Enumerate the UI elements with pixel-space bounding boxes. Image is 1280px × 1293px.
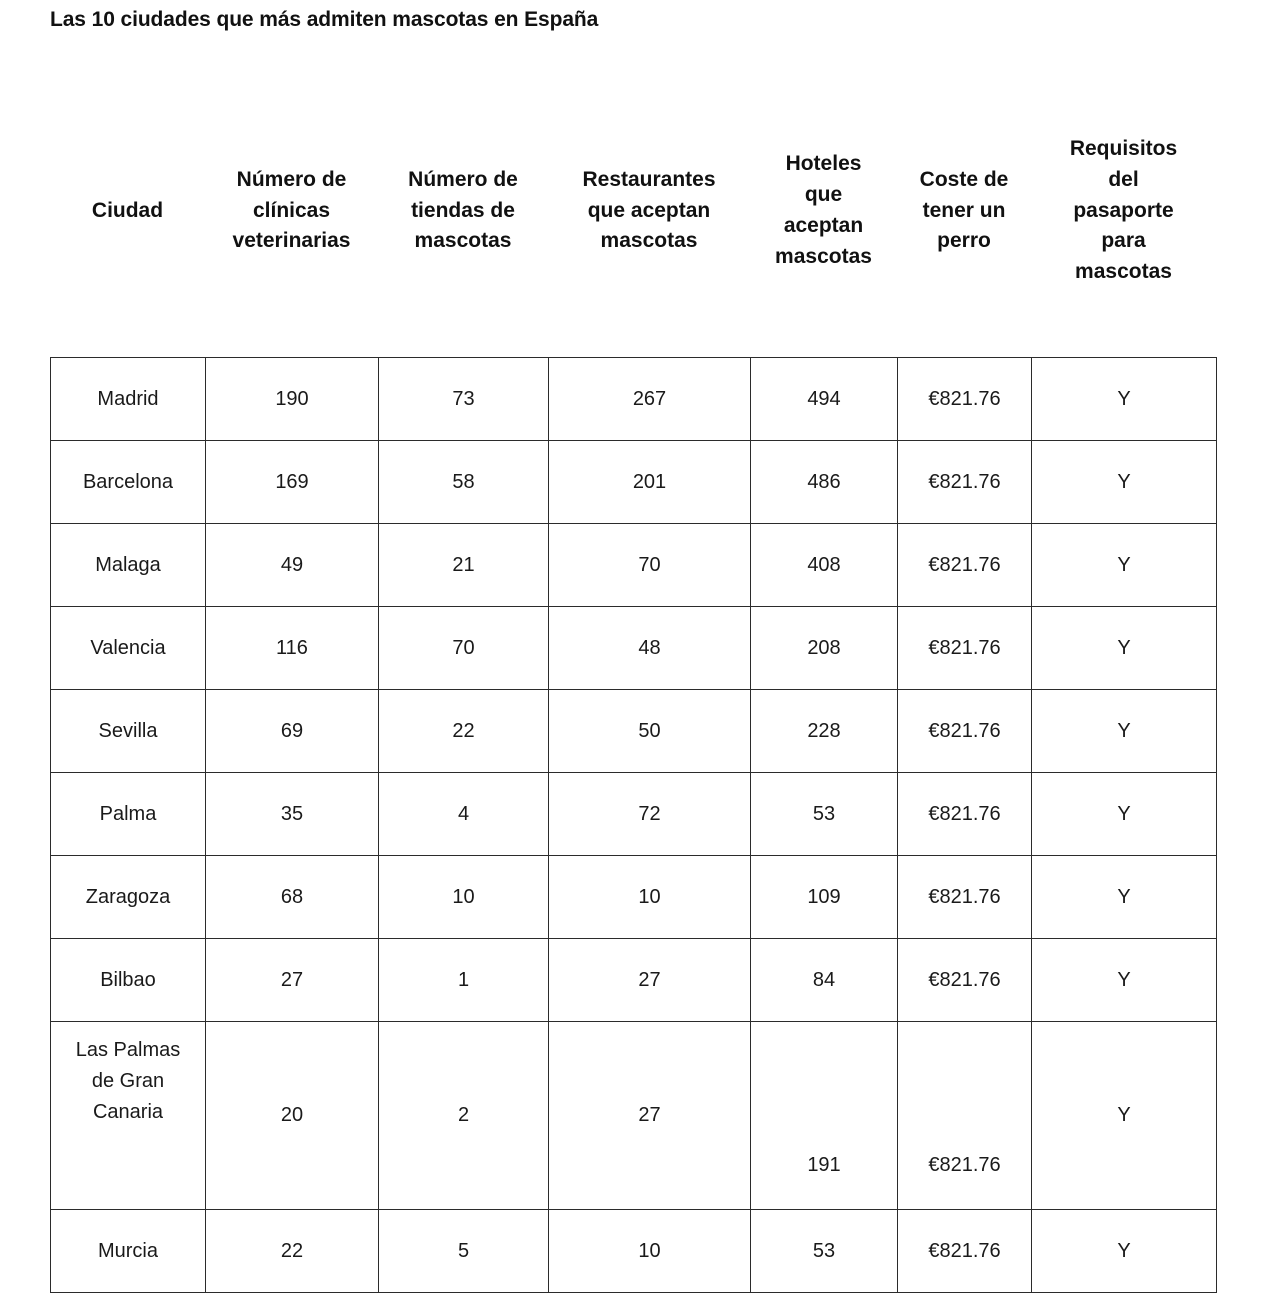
cell-tiendas: 73: [379, 358, 549, 441]
column-header-coste-text: Coste de tener un perro: [919, 167, 1009, 253]
table-row: [51, 939, 1217, 1022]
cell-ciudad: Murcia: [51, 1210, 206, 1293]
cell-coste: €821.76: [898, 690, 1032, 773]
column-header-pasaporte-text: Requisitos del pasaporte para mascotas: [1069, 136, 1178, 284]
cell-coste: €821.76: [898, 856, 1032, 939]
cell-ciudad: Las Palmas de Gran Canaria: [51, 1022, 206, 1210]
cell-clinicas: 69: [206, 690, 379, 773]
cell-pasaporte: Y: [1032, 856, 1217, 939]
table-row: [51, 1022, 1217, 1210]
cell-pasaporte: Y: [1032, 1210, 1217, 1293]
column-header-hoteles-text: Hoteles que aceptan mascotas: [775, 152, 872, 268]
table-body: [51, 358, 1217, 1293]
cell-clinicas: 116: [206, 607, 379, 690]
column-header-restaurantes-text: Restaurantes que aceptan mascotas: [582, 167, 716, 253]
cell-clinicas: 35: [206, 773, 379, 856]
cell-tiendas: 1: [379, 939, 549, 1022]
cell-ciudad: Sevilla: [51, 690, 206, 773]
cell-hoteles: 486: [751, 441, 898, 524]
cell-hoteles: 109: [751, 856, 898, 939]
cell-tiendas: 2: [379, 1022, 549, 1210]
cell-pasaporte: Y: [1032, 358, 1217, 441]
cell-restaurantes: 267: [549, 358, 751, 441]
cell-ciudad: Palma: [51, 773, 206, 856]
cell-hoteles: 191: [751, 1022, 898, 1210]
page-title: Las 10 ciudades que más admiten mascotas en España: [50, 8, 599, 31]
cell-restaurantes: 10: [549, 1210, 751, 1293]
cell-restaurantes: 72: [549, 773, 751, 856]
cell-coste: €821.76: [898, 1210, 1032, 1293]
cell-hoteles: 494: [751, 358, 898, 441]
table-row: [51, 524, 1217, 607]
column-header-clinicas-text: Número de clínicas veterinarias: [232, 167, 351, 253]
cell-clinicas: 27: [206, 939, 379, 1022]
cell-tiendas: 4: [379, 773, 549, 856]
cell-ciudad: Valencia: [51, 607, 206, 690]
cell-clinicas: 169: [206, 441, 379, 524]
cell-hoteles: 53: [751, 1210, 898, 1293]
table-row: [51, 856, 1217, 939]
cell-clinicas: 68: [206, 856, 379, 939]
column-header-ciudad-text: Ciudad: [91, 198, 164, 222]
data-table: [50, 357, 1217, 1293]
cell-restaurantes: 10: [549, 856, 751, 939]
cell-pasaporte: Y: [1032, 939, 1217, 1022]
cell-pasaporte: Y: [1032, 441, 1217, 524]
cell-clinicas: 49: [206, 524, 379, 607]
column-header-coste: [897, 72, 1031, 350]
cell-coste: €821.76: [898, 607, 1032, 690]
cell-clinicas: 20: [206, 1022, 379, 1210]
cell-ciudad: Zaragoza: [51, 856, 206, 939]
table-row: [51, 358, 1217, 441]
table-row: [51, 607, 1217, 690]
cell-hoteles: 208: [751, 607, 898, 690]
cell-restaurantes: 48: [549, 607, 751, 690]
cell-hoteles: 408: [751, 524, 898, 607]
cell-hoteles: 84: [751, 939, 898, 1022]
column-header-hoteles: [750, 72, 897, 350]
cell-tiendas: 10: [379, 856, 549, 939]
cell-hoteles: 228: [751, 690, 898, 773]
cell-clinicas: 22: [206, 1210, 379, 1293]
column-header-tiendas-text: Número de tiendas de mascotas: [408, 167, 518, 253]
cell-tiendas: 5: [379, 1210, 549, 1293]
table-row: [51, 773, 1217, 856]
cell-coste: €821.76: [898, 441, 1032, 524]
cell-tiendas: 70: [379, 607, 549, 690]
cell-restaurantes: 27: [549, 939, 751, 1022]
cell-ciudad: Madrid: [51, 358, 206, 441]
table-header-row: [50, 72, 1216, 350]
cell-tiendas: 21: [379, 524, 549, 607]
column-header-clinicas: [205, 72, 378, 350]
cell-tiendas: 58: [379, 441, 549, 524]
column-header-ciudad: [50, 72, 205, 350]
cell-coste: €821.76: [898, 524, 1032, 607]
column-header-pasaporte: [1031, 72, 1216, 350]
cell-pasaporte: Y: [1032, 773, 1217, 856]
cell-restaurantes: 50: [549, 690, 751, 773]
cell-hoteles: 53: [751, 773, 898, 856]
cell-ciudad: Bilbao: [51, 939, 206, 1022]
cell-coste: €821.76: [898, 358, 1032, 441]
cell-coste: €821.76: [898, 773, 1032, 856]
cell-restaurantes: 27: [549, 1022, 751, 1210]
cell-tiendas: 22: [379, 690, 549, 773]
cell-pasaporte: Y: [1032, 607, 1217, 690]
table-row: [51, 441, 1217, 524]
cell-pasaporte: Y: [1032, 524, 1217, 607]
cell-ciudad: Barcelona: [51, 441, 206, 524]
cell-ciudad: Malaga: [51, 524, 206, 607]
table-row: [51, 1210, 1217, 1293]
column-header-restaurantes: [548, 72, 750, 350]
cell-pasaporte: Y: [1032, 690, 1217, 773]
cell-clinicas: 190: [206, 358, 379, 441]
table-row: [51, 690, 1217, 773]
column-header-tiendas: [378, 72, 548, 350]
cell-coste: €821.76: [898, 939, 1032, 1022]
cell-coste: €821.76: [898, 1022, 1032, 1210]
cell-restaurantes: 70: [549, 524, 751, 607]
cell-pasaporte: Y: [1032, 1022, 1217, 1210]
cell-restaurantes: 201: [549, 441, 751, 524]
